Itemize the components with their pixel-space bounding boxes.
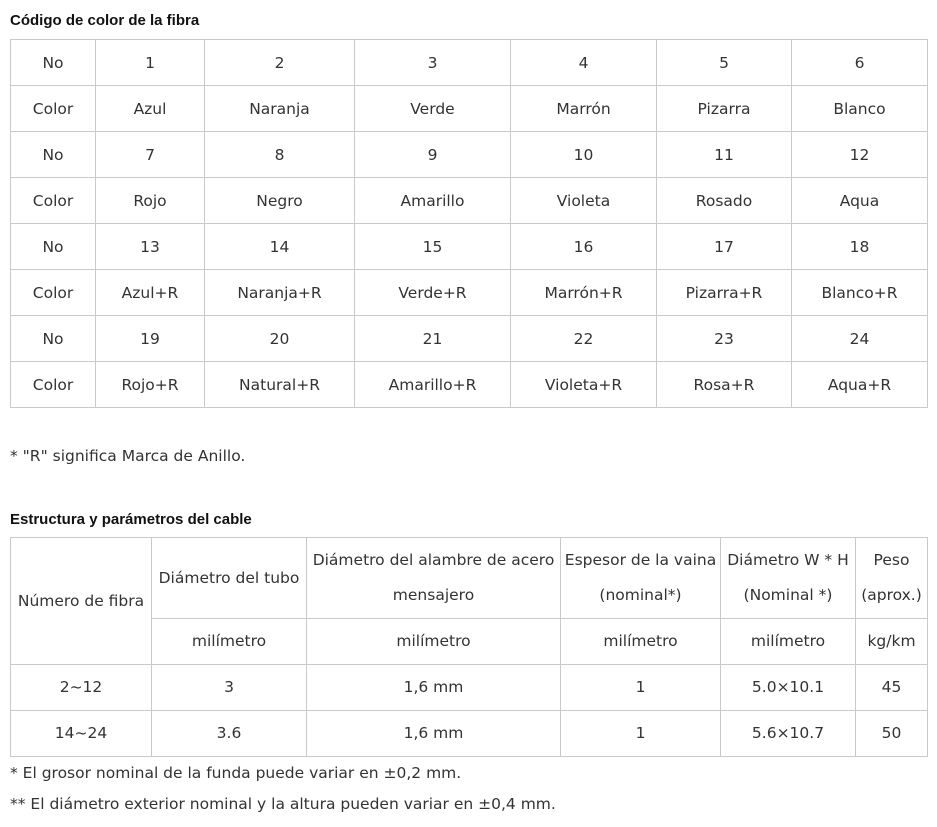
table-cell: 8 [205, 132, 355, 178]
color-code-title: Código de color de la fibra [10, 12, 200, 29]
table-cell: 1 [96, 40, 205, 86]
color-code-row [11, 270, 928, 316]
table-cell: 3 [355, 40, 511, 86]
table-cell: 10 [511, 132, 657, 178]
table-cell: 6 [792, 40, 928, 86]
table-cell: Amarillo [355, 178, 511, 224]
table-cell: Marrón [511, 86, 657, 132]
structure-row [11, 711, 928, 757]
table-cell: 9 [355, 132, 511, 178]
table-cell: Aqua+R [792, 362, 928, 408]
row-label-cell: Color [11, 178, 96, 224]
table-cell: 18 [792, 224, 928, 270]
table-cell: 19 [96, 316, 205, 362]
row-label-cell: No [11, 224, 96, 270]
table-cell: Naranja [205, 86, 355, 132]
table-cell: 14 [205, 224, 355, 270]
structure-row [11, 665, 928, 711]
table-cell: 2 [205, 40, 355, 86]
table-cell: 3.6 [152, 711, 307, 757]
unit-cell: kg/km [856, 619, 928, 665]
header-weight-line2: (aprox.) [861, 586, 922, 604]
diameter-tolerance-note: ** El diámetro exterior nominal y la altura pueden variar en ±0,4 mm. [10, 795, 556, 813]
structure-table [10, 537, 928, 757]
table-cell: 5.0×10.1 [721, 665, 856, 711]
table-cell: Rosado [657, 178, 792, 224]
color-code-table [10, 39, 928, 408]
table-cell: Marrón+R [511, 270, 657, 316]
color-code-row [11, 132, 928, 178]
ring-mark-note: * "R" significa Marca de Anillo. [10, 447, 246, 465]
table-cell: Rojo+R [96, 362, 205, 408]
table-cell: 4 [511, 40, 657, 86]
table-cell: 1,6 mm [307, 665, 561, 711]
table-cell: Rojo [96, 178, 205, 224]
table-cell: Aqua [792, 178, 928, 224]
table-cell: 14~24 [11, 711, 152, 757]
header-messenger-line2: mensajero [392, 586, 475, 604]
table-cell: 22 [511, 316, 657, 362]
table-cell: Blanco+R [792, 270, 928, 316]
unit-cell: milímetro [721, 619, 856, 665]
structure-title: Estructura y parámetros del cable [10, 511, 252, 528]
unit-cell: milímetro [561, 619, 721, 665]
table-cell: 24 [792, 316, 928, 362]
header-weight [856, 538, 928, 619]
table-cell: 13 [96, 224, 205, 270]
table-cell: Verde [355, 86, 511, 132]
header-tube-diameter: Diámetro del tubo [152, 538, 307, 619]
table-cell: Violeta+R [511, 362, 657, 408]
table-cell: 1,6 mm [307, 711, 561, 757]
table-cell: Azul [96, 86, 205, 132]
table-cell: 23 [657, 316, 792, 362]
table-cell: 1 [561, 665, 721, 711]
table-cell: 5.6×10.7 [721, 711, 856, 757]
color-code-row [11, 316, 928, 362]
row-label-cell: Color [11, 362, 96, 408]
table-cell: Pizarra+R [657, 270, 792, 316]
table-cell: Amarillo+R [355, 362, 511, 408]
table-cell: Blanco [792, 86, 928, 132]
color-code-row [11, 40, 928, 86]
table-cell: Naranja+R [205, 270, 355, 316]
table-cell: 12 [792, 132, 928, 178]
table-cell: 2~12 [11, 665, 152, 711]
sheath-tolerance-note: * El grosor nominal de la funda puede variar en ±0,2 mm. [10, 764, 462, 782]
header-weight-line1: Peso [873, 551, 910, 569]
header-sheath-line2: (nominal*) [599, 586, 682, 604]
table-cell: 1 [561, 711, 721, 757]
row-label-cell: No [11, 40, 96, 86]
table-cell: Natural+R [205, 362, 355, 408]
table-cell: 21 [355, 316, 511, 362]
header-fiber-count: Número de fibra [11, 538, 152, 665]
header-dim-line2: (Nominal *) [743, 586, 833, 604]
header-messenger-line1: Diámetro del alambre de acero [312, 551, 555, 569]
color-code-row [11, 224, 928, 270]
color-code-row [11, 86, 928, 132]
row-label-cell: No [11, 316, 96, 362]
color-code-row [11, 362, 928, 408]
table-cell: Azul+R [96, 270, 205, 316]
table-cell: 20 [205, 316, 355, 362]
table-cell: 5 [657, 40, 792, 86]
table-cell: 45 [856, 665, 928, 711]
header-dim-line1: Diámetro W * H [727, 551, 849, 569]
row-label-cell: Color [11, 270, 96, 316]
header-sheath-thickness [561, 538, 721, 619]
table-cell: 16 [511, 224, 657, 270]
table-cell: 11 [657, 132, 792, 178]
header-messenger-diameter [307, 538, 561, 619]
color-code-row [11, 178, 928, 224]
table-cell: 15 [355, 224, 511, 270]
table-cell: Pizarra [657, 86, 792, 132]
table-cell: 50 [856, 711, 928, 757]
table-cell: Negro [205, 178, 355, 224]
table-cell: Violeta [511, 178, 657, 224]
table-cell: 3 [152, 665, 307, 711]
row-label-cell: Color [11, 86, 96, 132]
table-cell: 17 [657, 224, 792, 270]
unit-cell: milímetro [152, 619, 307, 665]
header-dimensions [721, 538, 856, 619]
row-label-cell: No [11, 132, 96, 178]
table-cell: Verde+R [355, 270, 511, 316]
table-cell: 7 [96, 132, 205, 178]
table-cell: Rosa+R [657, 362, 792, 408]
header-sheath-line1: Espesor de la vaina [564, 551, 717, 569]
unit-cell: milímetro [307, 619, 561, 665]
